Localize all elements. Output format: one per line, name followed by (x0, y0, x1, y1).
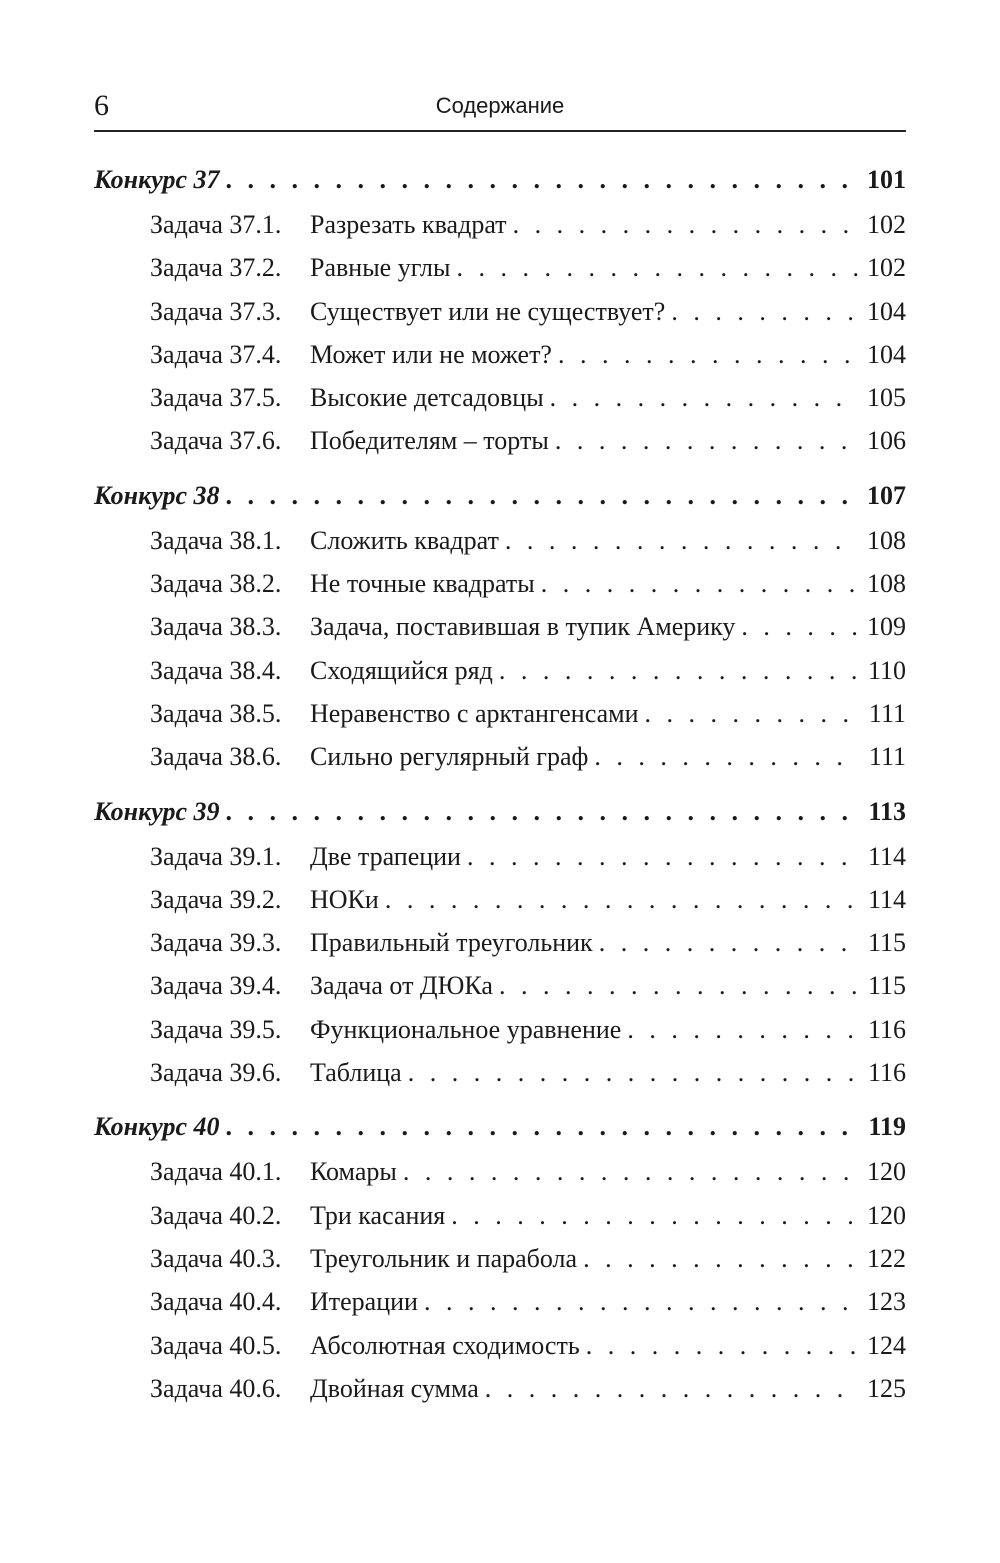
task-title: Может или не может? (310, 339, 552, 369)
dot-leader (403, 1150, 858, 1193)
toc-contest-entry[interactable] (94, 158, 906, 203)
task-number: Задача 38.4. (150, 655, 282, 685)
task-page-number: 116 (867, 1058, 906, 1088)
task-title: Неравенство с арктангенсами (310, 698, 639, 728)
toc-task-entry[interactable] (94, 1051, 906, 1094)
task-page-number: 111 (868, 698, 906, 728)
toc-task-entry[interactable] (94, 376, 906, 419)
task-number: Задача 40.4. (150, 1287, 282, 1317)
task-page-number: 120 (867, 1157, 906, 1187)
task-page-number: 123 (867, 1287, 906, 1317)
task-page-number: 102 (867, 210, 906, 239)
task-number: Задача 40.5. (150, 1330, 282, 1360)
task-number: Задача 40.2. (150, 1200, 282, 1230)
contest-page-number: 101 (867, 165, 906, 194)
task-title: Задача от ДЮКа (310, 971, 493, 1001)
task-page-number: 114 (867, 841, 906, 871)
task-title: Две трапеции (310, 841, 461, 871)
dot-leader (499, 964, 858, 1007)
task-page-number: 124 (867, 1330, 906, 1360)
task-page-number: 104 (867, 339, 906, 369)
task-page-number: 111 (868, 742, 906, 772)
task-title: Три касания (310, 1200, 446, 1230)
toc-task-entry[interactable] (94, 605, 906, 648)
task-number: Задача 39.3. (150, 928, 282, 958)
task-title: НОКи (310, 884, 379, 914)
dot-leader (644, 692, 858, 735)
dot-leader (499, 649, 858, 692)
task-page-number: 115 (867, 971, 906, 1001)
task-title: Высокие детсадовцы (310, 383, 544, 413)
task-number: Задача 37.5. (150, 383, 282, 413)
toc-task-entry[interactable] (94, 1150, 906, 1193)
toc-section (94, 474, 906, 779)
task-number: Задача 37.4. (150, 339, 282, 369)
task-number: Задача 38.5. (150, 698, 282, 728)
contest-title: Конкурс 40 (94, 1112, 220, 1142)
task-title: Абсолютная сходимость (310, 1330, 580, 1360)
toc-task-entry[interactable] (94, 1280, 906, 1323)
dot-leader (408, 1051, 858, 1094)
task-number: Задача 40.3. (150, 1243, 282, 1273)
task-title: Разрезать квадрат (310, 210, 507, 239)
toc-task-entry[interactable] (94, 333, 906, 376)
task-number: Задача 39.1. (150, 841, 282, 871)
task-page-number: 122 (867, 1243, 906, 1273)
toc-task-entry[interactable] (94, 203, 906, 246)
toc-task-entry[interactable] (94, 921, 906, 964)
dot-leader (550, 376, 858, 419)
toc-task-entry[interactable] (94, 290, 906, 333)
contest-page-number: 107 (867, 480, 906, 510)
dot-leader (558, 333, 858, 376)
dot-leader (671, 290, 858, 333)
toc-section (94, 1105, 906, 1410)
task-number: Задача 37.6. (150, 426, 282, 456)
task-page-number: 108 (867, 569, 906, 599)
dot-leader (586, 1324, 858, 1367)
dot-leader (583, 1237, 858, 1280)
dot-leader (555, 419, 858, 462)
toc-task-entry[interactable] (94, 964, 906, 1007)
task-title: Сходящийся ряд (310, 655, 493, 685)
toc-contest-entry[interactable] (94, 1105, 906, 1150)
task-number: Задача 38.6. (150, 742, 282, 772)
task-title: Сильно регулярный граф (310, 742, 589, 772)
task-number: Задача 39.5. (150, 1014, 282, 1044)
toc-task-entry[interactable] (94, 562, 906, 605)
task-page-number: 108 (867, 525, 906, 555)
contest-title: Конкурс 38 (94, 480, 220, 510)
task-page-number: 104 (867, 296, 906, 326)
contest-title: Конкурс 39 (94, 796, 220, 826)
task-page-number: 109 (867, 612, 906, 642)
dot-leader (424, 1280, 858, 1323)
toc-section (94, 790, 906, 1095)
task-title: Победителям – торты (310, 426, 549, 456)
contest-title: Конкурс 37 (94, 165, 220, 194)
contest-page-number: 119 (868, 1112, 906, 1142)
toc-contest-entry[interactable] (94, 474, 906, 519)
task-title: Функциональное уравнение (310, 1014, 622, 1044)
table-of-contents (94, 158, 906, 1421)
task-title: Существует или не существует? (310, 296, 666, 326)
toc-task-entry[interactable] (94, 649, 906, 692)
contest-page-number: 113 (868, 796, 906, 826)
task-title: Таблица (310, 1058, 402, 1088)
task-title: Комары (310, 1157, 397, 1187)
task-number: Задача 40.1. (150, 1157, 282, 1187)
page-number: 6 (94, 89, 109, 122)
dot-leader (627, 1008, 858, 1051)
toc-task-entry[interactable] (94, 1194, 906, 1237)
dot-leader (599, 921, 858, 964)
task-page-number: 106 (867, 426, 906, 456)
toc-section (94, 158, 906, 463)
toc-task-entry[interactable] (94, 1008, 906, 1051)
task-number: Задача 40.6. (150, 1373, 282, 1403)
task-page-number: 105 (867, 383, 906, 413)
toc-task-entry[interactable] (94, 878, 906, 921)
dot-leader (226, 790, 859, 833)
toc-task-entry[interactable] (94, 835, 906, 878)
task-number: Задача 37.3. (150, 296, 282, 326)
task-page-number: 115 (867, 928, 906, 958)
running-title: Содержание (435, 93, 565, 118)
task-title: Правильный треугольник (310, 928, 593, 958)
dot-leader (741, 605, 858, 648)
task-page-number: 102 (867, 253, 906, 283)
toc-task-entry[interactable] (94, 1367, 906, 1410)
task-title: Задача, поставившая в тупик Америку (310, 612, 736, 642)
task-number: Задача 38.3. (150, 612, 282, 642)
task-page-number: 110 (867, 655, 906, 685)
page-header (94, 88, 906, 132)
dot-leader (226, 474, 859, 517)
toc-task-entry[interactable] (94, 1324, 906, 1367)
task-page-number: 116 (867, 1014, 906, 1044)
task-number: Задача 37.2. (150, 253, 282, 283)
task-number: Задача 39.6. (150, 1058, 282, 1088)
task-page-number: 114 (867, 884, 906, 914)
toc-contest-entry[interactable] (94, 790, 906, 835)
toc-task-entry[interactable] (94, 692, 906, 735)
task-title: Сложить квадрат (310, 525, 499, 555)
task-page-number: 120 (867, 1200, 906, 1230)
dot-leader (485, 1367, 858, 1410)
task-title: Двойная сумма (310, 1373, 479, 1403)
task-page-number: 125 (867, 1373, 906, 1403)
task-title: Итерации (310, 1287, 418, 1317)
toc-task-entry[interactable] (94, 419, 906, 462)
dot-leader (457, 246, 859, 289)
dot-leader (513, 203, 858, 246)
task-number: Задача 38.1. (150, 525, 282, 555)
task-number: Задача 39.2. (150, 884, 282, 914)
task-number: Задача 39.4. (150, 971, 282, 1001)
dot-leader (385, 878, 858, 921)
dot-leader (226, 158, 859, 201)
dot-leader (467, 835, 858, 878)
task-title: Не точные квадраты (310, 569, 535, 599)
toc-task-entry[interactable] (94, 519, 906, 562)
task-title: Треугольник и парабола (310, 1243, 578, 1273)
dot-leader (505, 519, 858, 562)
task-title: Равные углы (310, 253, 451, 283)
task-number: Задача 38.2. (150, 569, 282, 599)
dot-leader (226, 1105, 859, 1148)
task-number: Задача 37.1. (150, 210, 282, 239)
toc-task-entry[interactable] (94, 735, 906, 778)
toc-task-entry[interactable] (94, 246, 906, 289)
dot-leader (541, 562, 858, 605)
dot-leader (451, 1194, 858, 1237)
toc-task-entry[interactable] (94, 1237, 906, 1280)
dot-leader (594, 735, 858, 778)
